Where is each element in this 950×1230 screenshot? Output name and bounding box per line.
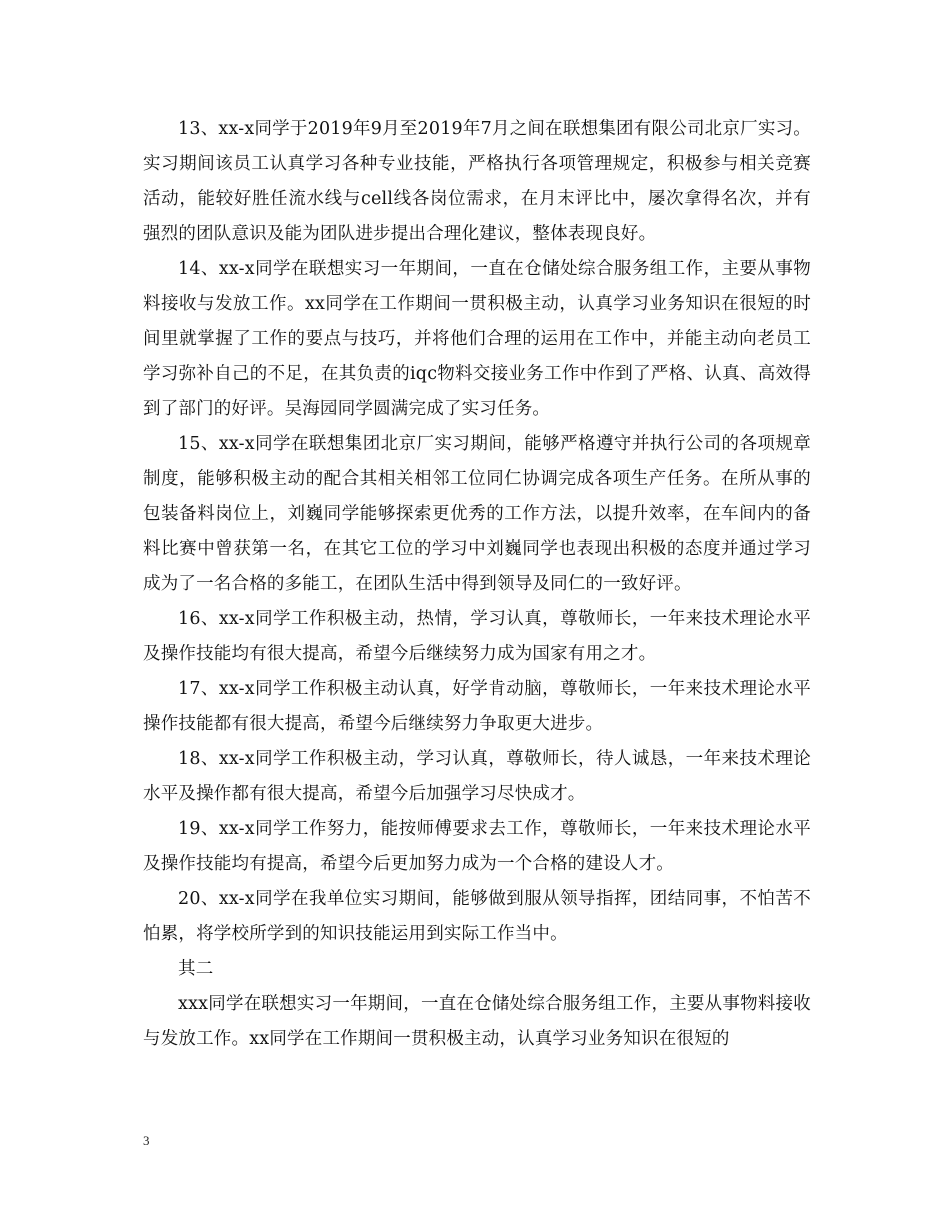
paragraph-continued: xxx同学在联想实习一年期间，一直在仓储处综合服务组工作，主要从事物料接收与发放工作。xx同学在工作期间一贯积极主动，认真学习业务知识在很短的 bbox=[143, 994, 811, 1049]
paragraph-20: 20、xx-x同学在我单位实习期间，能够做到服从领导指挥，团结同事，不怕苦不怕累，将学校所学到的知识技能运用到实际工作当中。 bbox=[143, 889, 811, 944]
paragraph-14: 14、xx-x同学在联想实习一年期间，一直在仓储处综合服务组工作，主要从事物料接收与发放工作。xx同学在工作期间一贯积极主动，认真学习业务知识在很短的时间里就掌握了工作的要点与技巧，并将他们合理的运用在工作中，并能主动向老员工学习弥补自己的不足，在其负责的iqc物料交接业务工作中作到了严格、认真、高效得到了部门的好评。吴海园同学圆满完成了实习任务。 bbox=[143, 259, 811, 419]
paragraph-17: 17、xx-x同学工作积极主动认真，好学肯动脑，尊敬师长，一年来技术理论水平操作技能都有很大提高，希望今后继续努力争取更大进步。 bbox=[143, 679, 811, 734]
section-heading-qi-er: 其二 bbox=[178, 959, 214, 979]
paragraph-18: 18、xx-x同学工作积极主动，学习认真，尊敬师长，待人诚恳，一年来技术理论水平及操作都有很大提高，希望今后加强学习尽快成才。 bbox=[143, 749, 811, 804]
page-number: 3 bbox=[143, 1133, 150, 1148]
paragraph-19: 19、xx-x同学工作努力，能按师傅要求去工作，尊敬师长，一年来技术理论水平及操作技能均有提高，希望今后更加努力成为一个合格的建设人才。 bbox=[143, 819, 811, 874]
paragraph-13: 13、xx-x同学于2019年9月至2019年7月之间在联想集团有限公司北京厂实习。实习期间该员工认真学习各种专业技能，严格执行各项管理规定，积极参与相关竞赛活动，能较好胜任流水线与cell线各岗位需求，在月末评比中，屡次拿得名次，并有强烈的团队意识及能为团队进步提出合理化建议，整体表现良好。 bbox=[143, 119, 811, 244]
paragraph-15: 15、xx-x同学在联想集团北京厂实习期间，能够严格遵守并执行公司的各项规章制度，能够积极主动的配合其相关相邻工位同仁协调完成各项生产任务。在所从事的包装备料岗位上，刘巍同学能够探索更优秀的工作方法，以提升效率，在车间内的备料比赛中曾获第一名，在其它工位的学习中刘巍同学也表现出积极的态度并通过学习成为了一名合格的多能工，在团队生活中得到领导及同仁的一致好评。 bbox=[143, 434, 811, 594]
paragraph-16: 16、xx-x同学工作积极主动，热情，学习认真，尊敬师长，一年来技术理论水平及操作技能均有很大提高，希望今后继续努力成为国家有用之才。 bbox=[143, 609, 811, 664]
document-body bbox=[143, 112, 811, 1057]
